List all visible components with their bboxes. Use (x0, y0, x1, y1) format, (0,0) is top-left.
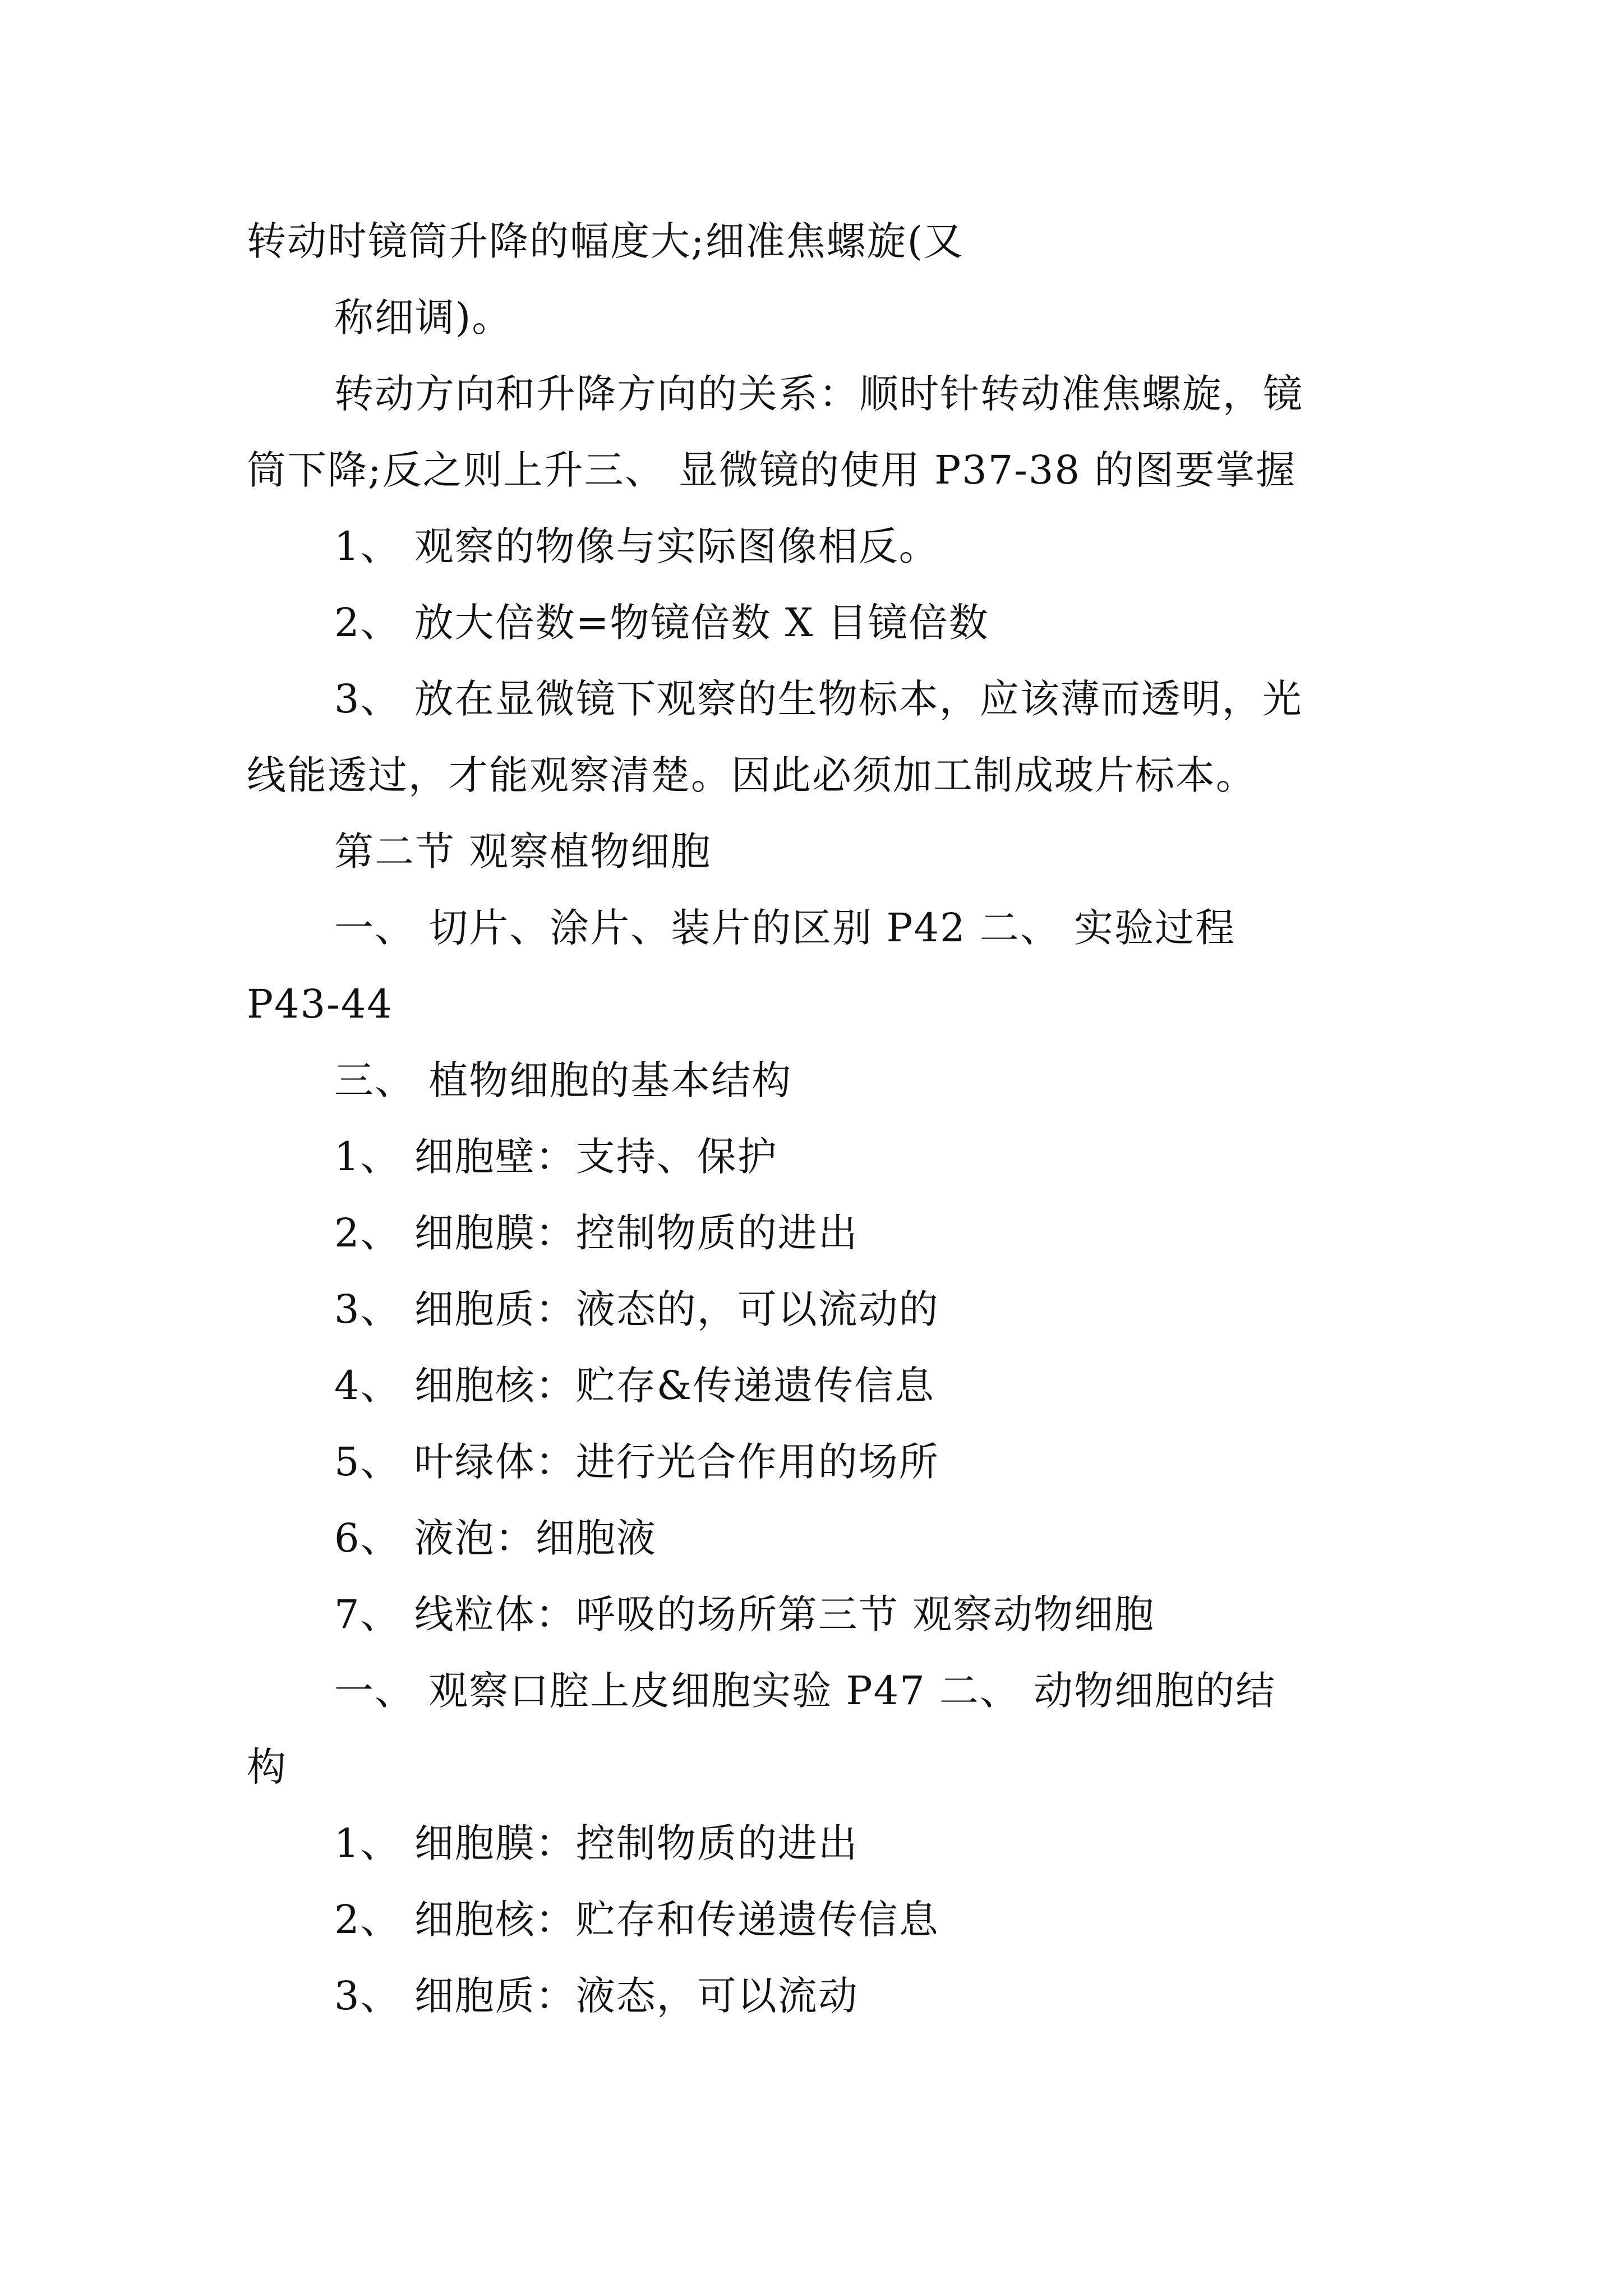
list-item: 1、 细胞膜：控制物质的进出 (334, 1820, 859, 1866)
text-line: 称细调)。 (334, 295, 513, 341)
list-item: 1、 细胞壁：支持、保护 (334, 1134, 778, 1180)
list-item: 3、 细胞质：液态，可以流动 (334, 1973, 859, 2019)
subsection-heading: 三、 植物细胞的基本结构 (334, 1057, 792, 1103)
list-item: 3、 放在显微镜下观察的生物标本，应该薄而透明，光 (334, 676, 1303, 722)
list-item: 2、 细胞核：贮存和传递遗传信息 (334, 1897, 939, 1943)
list-item: 2、 放大倍数=物镜倍数 X 目镜倍数 (334, 600, 989, 646)
text-line: 一、 切片、涂片、装片的区别 P42 二、 实验过程 (334, 905, 1236, 951)
list-item: 6、 液泡：细胞液 (334, 1515, 657, 1561)
text-line: 线能透过，才能观察清楚。因此必须加工制成玻片标本。 (247, 752, 1256, 798)
list-item: 1、 观察的物像与实际图像相反。 (334, 523, 939, 569)
section-heading: 第二节 观察植物细胞 (334, 829, 712, 875)
text-line: 构 (247, 1744, 287, 1790)
list-item: 7、 线粒体：呼吸的场所第三节 观察动物细胞 (334, 1591, 1155, 1637)
list-item: 2、 细胞膜：控制物质的进出 (334, 1210, 859, 1256)
text-line: 转动方向和升降方向的关系：顺时针转动准焦螺旋，镜 (334, 371, 1303, 417)
text-line: 转动时镜筒升降的幅度大;细准焦螺旋(又 (247, 218, 964, 264)
list-item: 5、 叶绿体：进行光合作用的场所 (334, 1439, 939, 1485)
text-line: 筒下降;反之则上升三、 显微镜的使用 P37-38 的图要掌握 (247, 447, 1297, 493)
list-item: 3、 细胞质：液态的，可以流动的 (334, 1286, 939, 1332)
document-body (247, 203, 1385, 2034)
text-line: 一、 观察口腔上皮细胞实验 P47 二、 动物细胞的结 (334, 1668, 1276, 1714)
list-item: 4、 细胞核：贮存&传递遗传信息 (334, 1363, 935, 1409)
text-line: P43-44 (247, 981, 393, 1027)
